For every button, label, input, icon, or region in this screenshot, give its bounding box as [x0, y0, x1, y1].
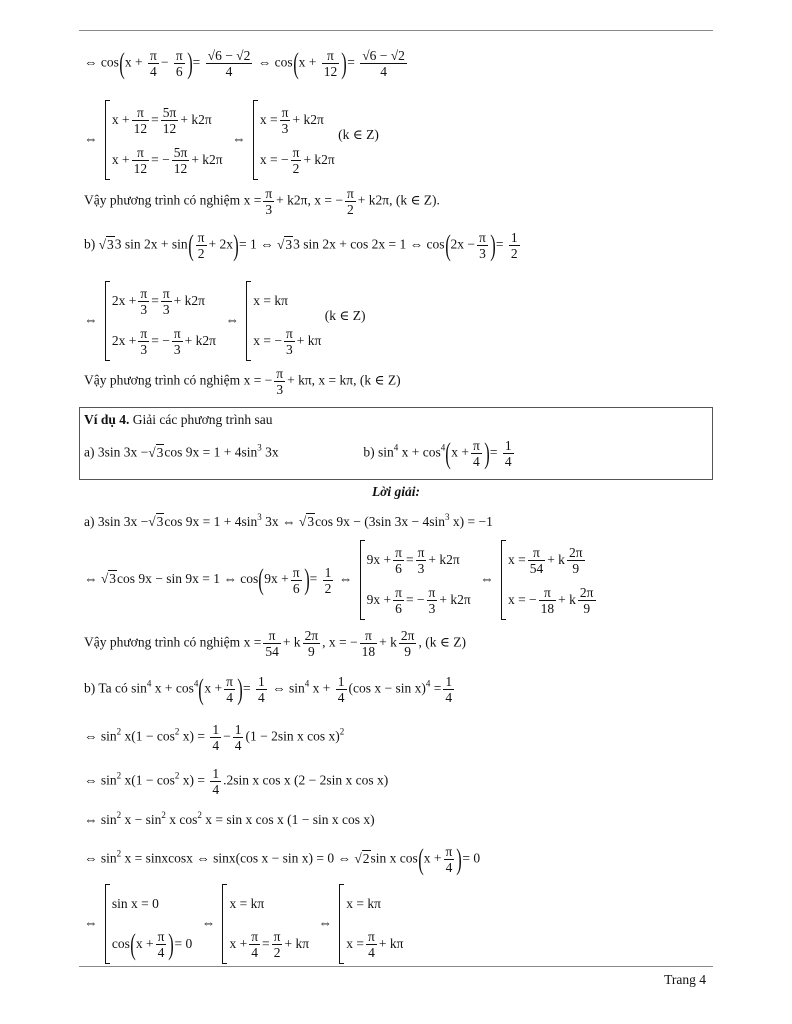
- example-problems: a) 3sin 3x −√3cos $9x = 1 + 4\sin^3$ 3x b) $\sin^4 x + \cos^4(x$ + $\frac{\pi}{4}$ )= $\frac{1}{4}$: [84, 436, 512, 470]
- bottom-rule: [79, 966, 713, 967]
- conclusion-3: Vậy phương trình có nghiệm x = $\frac{\pi}{54}$ + k $\frac{2\pi}{9}$ , x = − $\frac{\pi}{18}$ + k $\frac{2\pi}{9}$ , (k ∈ Z): [84, 628, 466, 659]
- conclusion-1: Vậy phương trình có nghiệm x = $\frac{\pi}{3}$ + k2π, x = − $\frac{\pi}{2}$ + k2π, (k ∈ Z).: [84, 186, 440, 217]
- solution-b-line-3: ⇔ $\sin^2 x(1 - \cos^2 x)$ = $\frac{1}{4}$ .2sin x cos x (2 − 2sin x cos x): [84, 766, 389, 797]
- page-number: Trang 4: [664, 972, 706, 987]
- equation-system-b: ⇔ 2x + $\frac{\pi}{3}$ = $\frac{\pi}{3}$ + k2π 2x + $\frac{\pi}{3}$ = − $\frac{\pi}{3}$ + k2π ⇔ x = kπ x = − $\frac{\pi}{3}$ + kπ (k ∈ Z): [84, 281, 365, 361]
- solution-a-line-1: a) 3sin 3x −√3cos $9x = 1 + 4\sin^3$ 3x ⇔ √3cos 9x − (3sin $3x - 4\sin^3$ x) = −1: [84, 512, 493, 529]
- conclusion-2: Vậy phương trình có nghiệm x = − $\frac{\pi}{3}$ + kπ, x = kπ, (k ∈ Z): [84, 366, 401, 397]
- solution-b-line-2: ⇔ $\sin^2 x(1 - \cos^2 x)$ = $\frac{1}{4}$ − $\frac{1}{4}$ (1 − 2sin x cos x)$^2$: [84, 722, 345, 753]
- equation-system-1: ⇔ x + $\frac{\pi}{12}$ = $\frac{5\pi}{12}$ + k2π x + $\frac{\pi}{12}$ = − $\frac{5\pi}{12}$ + k2π ⇔ x = $\frac{\pi}{3}$ + k2π x = − $\frac{\pi}{2}$ + k2π (k ∈ Z): [84, 100, 379, 180]
- solution-a-line-2: ⇔ √3cos 9x − sin 9x = 1 ⇔ cos(9x + $\frac{\pi}{6}$ )= $\frac{1}{2}$ ⇔ 9x + $\frac{\pi}{6}$ = $\frac{\pi}{3}$ + k2π 9x + $\frac{\pi}{6}$ = − $\frac{\pi}{3}$ + k2π ⇔ x = $\frac{\pi}{54}$ + k $\frac{2\pi}{9}$ x = − $\frac{\pi}{18}$ + k $\frac{2\pi}{9}$: [84, 540, 598, 620]
- solution-b-system: ⇔ sin x = 0 cos(x + $\frac{\pi}{4}$ )= 0 ⇔ x = kπ x + $\frac{\pi}{4}$ = $\frac{\pi}{2}$ + kπ ⇔ x = kπ x = $\frac{\pi}{4}$ + kπ: [84, 884, 403, 964]
- solution-title: Lời giải:: [371, 484, 421, 499]
- solution-b-line-5: ⇔ $\sin^2 x$ = sinxcosx ⇔ sinx(cos x − sin x) = 0 ⇔ √2sin x cos(x + $\frac{\pi}{4}$ )= 0: [84, 842, 481, 876]
- example-title: Ví dụ 4. Giải các phương trình sau: [84, 412, 273, 427]
- top-rule: [79, 30, 713, 31]
- solution-b-line-4: ⇔ $\sin^2 x - \sin^2 x$ $\cos^2 x = \sin x$ cos x (1 − sin x cos x): [84, 810, 375, 827]
- equation-line-1: ⇔ cos(x + $\frac{\pi}{4}$ − $\frac{\pi}{6}$ )= $\frac{√6 - √2}{4}$ ⇔ cos(x + $\frac{\pi}{12}$ )= $\frac{√6 - √2}{4}$: [84, 46, 405, 80]
- part-b-equation: b) √33 sin 2x + sin( $\frac{\pi}{2}$ + 2x)= 1 ⇔ √33 sin 2x + cos 2x = 1 ⇔ cos(2x − $\frac{\pi}{3}$ )= $\frac{1}{2}$: [84, 228, 518, 262]
- solution-b-line-1: b) Ta có $\sin^4 x + \cos^4(x$ + $\frac{\pi}{4}$ )= $\frac{1}{4}$ ⇔ $\sin^4 x$ + $\frac{1}{4}$ (cos x − sin x)$^4$ = $\frac{1}{4}$: [84, 672, 453, 706]
